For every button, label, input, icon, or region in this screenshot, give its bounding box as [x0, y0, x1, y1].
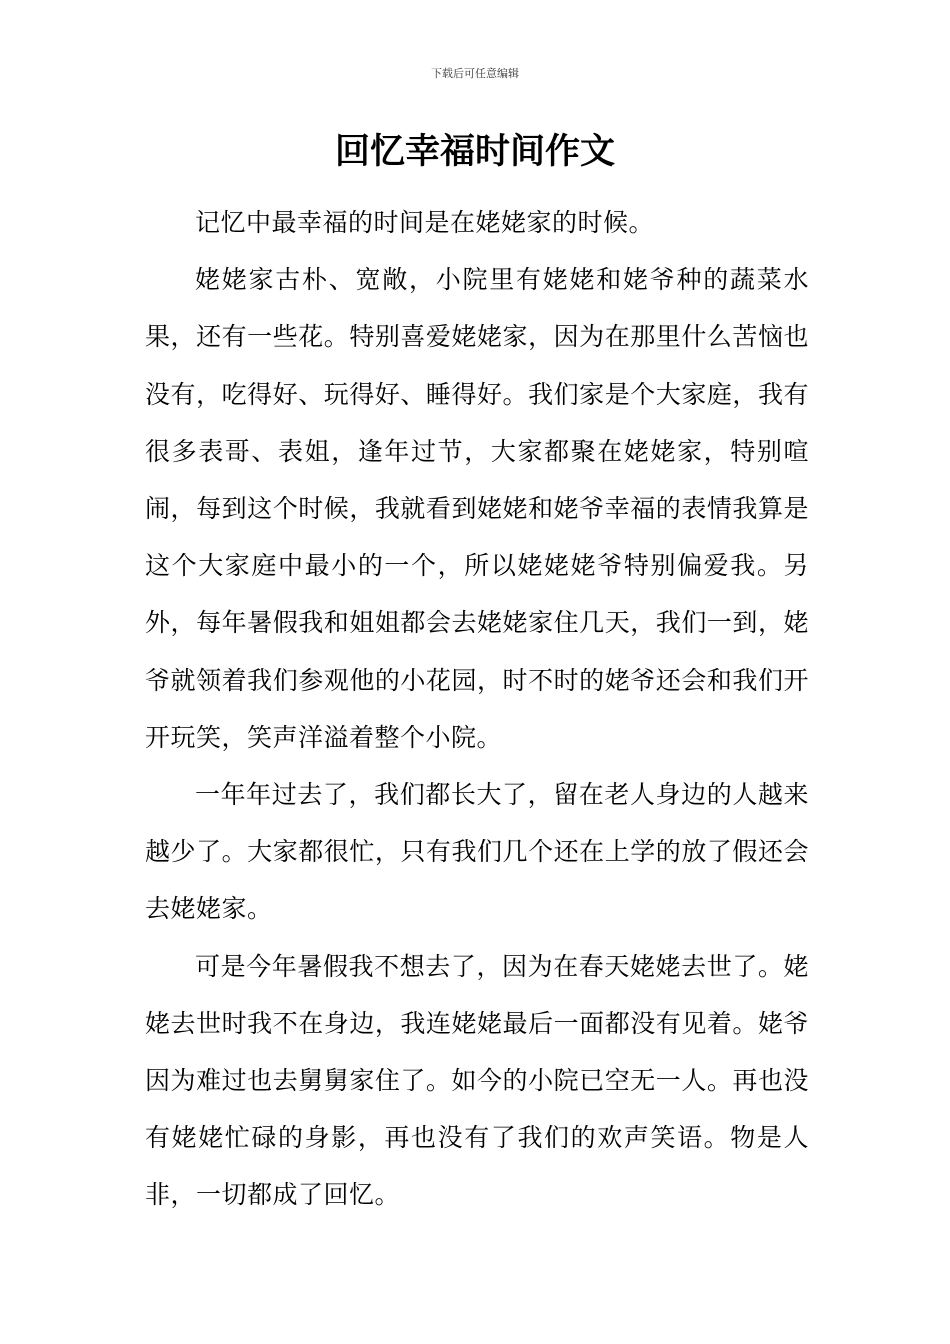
paragraph-4: 可是今年暑假我不想去了，因为在春天姥姥去世了。姥姥去世时我不在身边，我连姥姥最后一面都没有见着。姥爷因为难过也去舅舅家住了。如今的小院已空无一人。再也没有姥姥忙碌的身影，再也没有了我们的欢声笑语。物是人非，一切都成了回忆。 [145, 951, 809, 1210]
essay-body [145, 194, 809, 1224]
paragraph-1: 记忆中最幸福的时间是在姥姥家的时候。 [195, 208, 655, 237]
paragraph-2: 姥姥家古朴、宽敞，小院里有姥姥和姥爷种的蔬菜水果，还有一些花。特别喜爱姥姥家，因为在那里什么苦恼也没有，吃得好、玩得好、睡得好。我们家是个大家庭，我有很多表哥、表姐，逢年过节，大家都聚在姥姥家，特别喧闹，每到这个时候，我就看到姥姥和姥爷幸福的表情我算是这个大家庭中最小的一个，所以姥姥姥爷特别偏爱我。另外，每年暑假我和姐姐都会去姥姥家住几天，我们一到，姥爷就领着我们参观他的小花园，时不时的姥爷还会和我们开开玩笑，笑声洋溢着整个小院。 [145, 265, 809, 752]
header-note: 下载后可任意编辑 [431, 67, 519, 80]
paragraph-3: 一年年过去了，我们都长大了，留在老人身边的人越来越少了。大家都很忙，只有我们几个还在上学的放了假还会去姥姥家。 [145, 780, 809, 924]
document-title: 回忆幸福时间作文 [334, 132, 615, 172]
